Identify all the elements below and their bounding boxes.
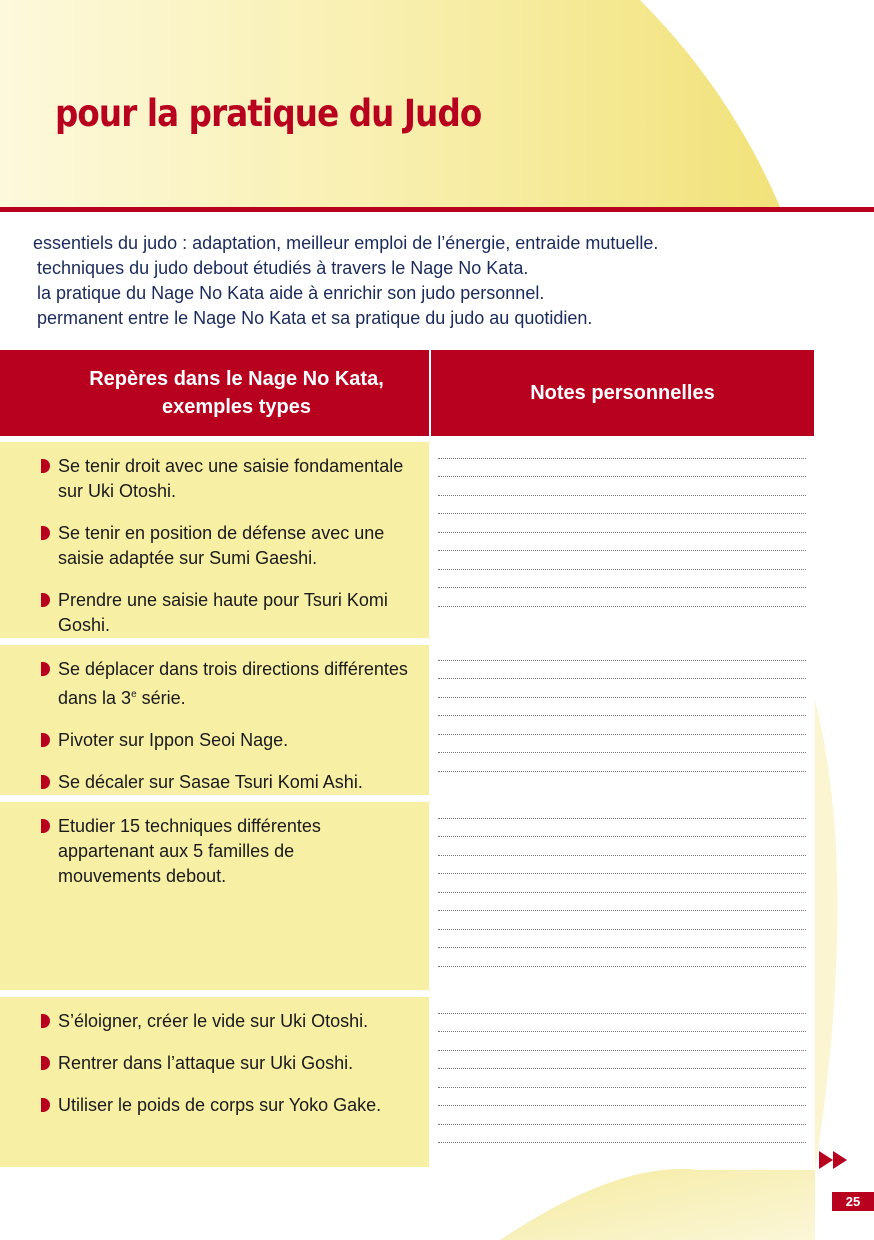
- header-right-label: Notes personnelles: [530, 382, 715, 404]
- item-text: Se décaler sur Sasae Tsuri Komi Ashi.: [58, 772, 363, 792]
- section-1-notes[interactable]: [438, 440, 806, 607]
- intro-line: la pratique du Nage No Kata aide à enrichir son judo personnel.: [37, 283, 545, 303]
- intro-line: permanent entre le Nage No Kata et sa pratique du judo au quotidien.: [37, 308, 593, 328]
- bullet-icon: [41, 526, 50, 540]
- item-text: Se tenir en position de défense avec une saisie adaptée sur Sumi Gaeshi.: [58, 523, 385, 568]
- bullet-icon: [41, 1098, 50, 1112]
- item-text: Etudier 15 techniques différentes appartenant aux 5 familles de mouvements debout.: [58, 816, 321, 886]
- item-text: Se tenir droit avec une saisie fondamentale sur Uki Otoshi.: [58, 456, 404, 501]
- bullet-icon: [41, 733, 50, 747]
- page-number: 25: [832, 1192, 874, 1211]
- list-item: [41, 1093, 417, 1118]
- intro-line: essentiels du judo : adaptation, meilleur emploi de l’énergie, entraide mutuelle.: [33, 233, 659, 253]
- section-2-notes[interactable]: [438, 642, 806, 772]
- item-text: Rentrer dans l’attaque sur Uki Goshi.: [58, 1053, 354, 1073]
- table-header-left: [0, 350, 429, 436]
- list-item: [41, 728, 417, 753]
- intro-text: [33, 231, 833, 331]
- bullet-icon: [41, 1014, 50, 1028]
- list-item: [41, 521, 417, 571]
- section-2-examples: [0, 645, 429, 795]
- list-item: [41, 454, 417, 504]
- list-item: [41, 1009, 417, 1034]
- bullet-icon: [41, 775, 50, 789]
- page-title: pour la pratique du Judo: [55, 92, 482, 135]
- bullet-icon: [41, 819, 50, 833]
- bullet-icon: [41, 459, 50, 473]
- bullet-icon: [41, 662, 50, 676]
- item-text: Se déplacer dans trois directions différentes dans la 3e série.: [58, 659, 408, 708]
- bullet-icon: [41, 593, 50, 607]
- bullet-icon: [41, 1056, 50, 1070]
- title-divider: [0, 207, 874, 212]
- list-item: [41, 1051, 417, 1076]
- item-text: Pivoter sur Ippon Seoi Nage.: [58, 730, 289, 750]
- header-left-label: Repères dans le Nage No Kata, exemples types: [89, 368, 384, 418]
- list-item: [41, 814, 417, 889]
- item-text: S’éloigner, créer le vide sur Uki Otoshi.: [58, 1011, 369, 1031]
- list-item: [41, 657, 417, 711]
- section-3-notes[interactable]: [438, 800, 806, 967]
- table-header-right: [431, 350, 814, 436]
- item-text: Prendre une saisie haute pour Tsuri Komi Goshi.: [58, 590, 388, 635]
- section-4-examples: [0, 997, 429, 1167]
- item-text: Utiliser le poids de corps sur Yoko Gake.: [58, 1095, 382, 1115]
- double-arrow-right-icon[interactable]: [819, 1150, 851, 1170]
- section-4-notes[interactable]: [438, 995, 806, 1143]
- list-item: [41, 588, 417, 638]
- list-item: [41, 770, 417, 795]
- intro-line: techniques du judo debout étudiés à travers le Nage No Kata.: [37, 258, 529, 278]
- section-1-examples: [0, 442, 429, 638]
- section-3-examples: [0, 802, 429, 990]
